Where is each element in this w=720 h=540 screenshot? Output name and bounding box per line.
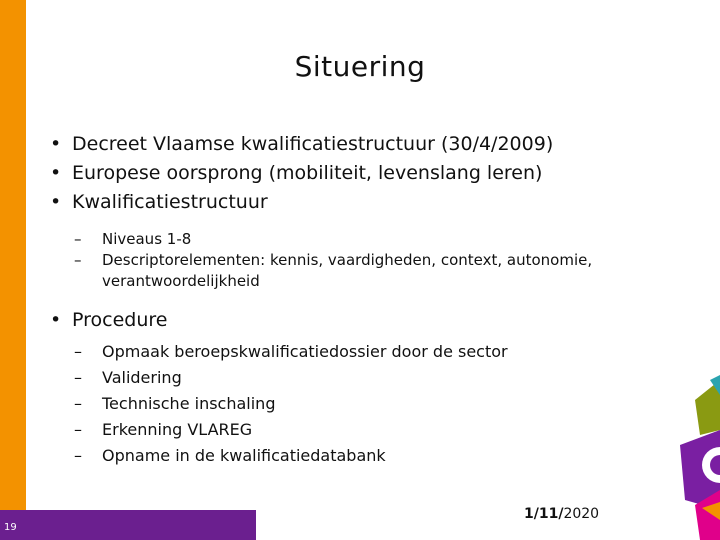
slide-content [46,130,636,477]
sub-bullet-validering: – Validering [46,365,636,391]
bullet-procedure: • Procedure [46,306,636,335]
kwalificatiestructuur-sublist [46,229,636,292]
bullet-decreet: • Decreet Vlaamse kwalificatiestructuur (30/4/2009) [46,130,636,159]
sub-bullet-erkenning: – Erkenning VLAREG [46,417,636,443]
sub-bullet-technische-inschaling: – Technische inschaling [46,391,636,417]
slide-date [524,506,599,522]
date-year: 2020 [563,506,600,522]
sub-bullet-niveaus: – Niveaus 1-8 [46,229,636,250]
bullet-kwalificatiestructuur: • Kwalificatiestructuur [46,188,636,217]
sub-bullet-opname: – Opname in de kwalificatiedatabank [46,443,636,469]
sub-bullet-opmaak: – Opmaak beroepskwalificatiedossier door de sector [46,339,636,365]
procedure-sublist [46,339,636,469]
procedure-list [46,306,636,335]
page-number: 19 [4,522,17,533]
slide-title: Situering [294,50,426,83]
date-day-month: 1/11/ [524,506,564,522]
bullet-europese-oorsprong: • Europese oorsprong (mobiliteit, levenslang leren) [46,159,636,188]
footer-bar [0,510,256,540]
bullet-list [46,130,636,217]
sub-bullet-descriptorelementen: – Descriptorelementen: kennis, vaardigheden, context, autonomie, verantwoordelijkheid [46,250,636,292]
brand-logo-icon [640,360,720,540]
